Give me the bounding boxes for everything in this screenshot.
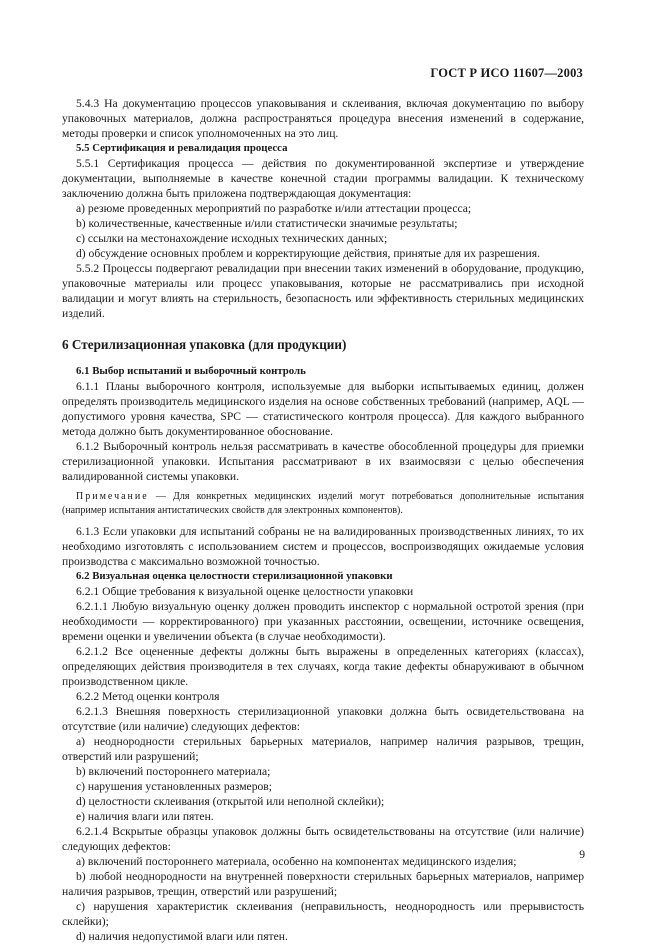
note-label: Примечание	[76, 491, 149, 502]
list-item: а) неоднородности стерильных барьерных материалов, например наличия разрывов, трещин, отверстий или разрушений;	[62, 735, 584, 763]
paragraph-6-2-2: 6.2.2 Метод оценки контроля	[76, 690, 220, 703]
paragraph-6-2-1-3: 6.2.1.3 Внешняя поверхность стерилизационной упаковки должна быть освидетельствована на отсутствие (или наличие) следующих дефектов:	[62, 705, 584, 733]
heading-5-5: 5.5 Сертификация и ревалидация процесса	[76, 142, 288, 154]
heading-6-1: 6.1 Выбор испытаний и выборочный контроль	[76, 365, 306, 377]
document-header: ГОСТ Р ИСО 11607—2003	[430, 66, 583, 80]
chapter-6-heading: 6 Стерилизационная упаковка (для продукции)	[62, 337, 347, 352]
list-item: а) включений постороннего материала, особенно на компонентах медицинского изделия;	[76, 855, 517, 868]
list-item: b) количественные, качественные и/или статистически значимые результаты;	[76, 217, 458, 230]
document-body	[62, 96, 584, 944]
note	[62, 490, 584, 518]
list-item: d) целостности склеивания (открытой или неполной склейки);	[76, 795, 385, 808]
paragraph-5-5-2: 5.5.2 Процессы подвергают ревалидации при внесении таких изменений в оборудование, продукцию, упаковочные материалы или процесс упаковывания, которые не рассматривались при исходной валидации и могут влиять на стерильность, безопасность или эффективность стерильных медицинских изделий.	[62, 262, 584, 320]
paragraph-5-4-3: 5.4.3 На документацию процессов упаковывания и склеивания, включая документацию по выбору упаковочных материалов, должна распространяться процедура внесения изменений в содержание, методы проверки и список уполномоченных на это лиц.	[62, 97, 584, 140]
paragraph-6-1-3: 6.1.3 Если упаковки для испытаний собраны не на валидированных производственных линиях, то их необходимо изготовлять с использованием систем и процессов, воспроизводящих ожидаемые условия производства с максимально возможной точностью.	[62, 525, 584, 568]
list-item: b) включений постороннего материала;	[76, 765, 271, 778]
list-item: с) нарушения установленных размеров;	[76, 780, 272, 793]
paragraph-6-1-2: 6.1.2 Выборочный контроль нельзя рассматривать в качестве обособленной процедуры для приемки стерилизационной упаковки. Испытания рассматривают в их взаимосвязи с целью обеспечения валидированной системы упаковки.	[62, 440, 584, 483]
paragraph-6-2-1-2: 6.2.1.2 Все оцененные дефекты должны быть выражены в определенных категориях (классах), определяющих действия производителя в тех случаях, когда такие дефекты обнаруживают в обычном производственном цикле.	[62, 645, 584, 688]
list-item: а) резюме проведенных мероприятий по разработке и/или аттестации процесса;	[76, 202, 472, 215]
list-item: d) наличия недопустимой влаги или пятен.	[76, 930, 288, 943]
paragraph-6-1-1: 6.1.1 Планы выборочного контроля, используемые для выборки испытываемых единиц, должен определять производитель медицинского изделия на основе собственных требований (например, AQL — допустимого уровня качества, SPC — статистического контроля процесса). Для каждого выбранного метода должно быть документированное обоснование.	[62, 380, 584, 438]
paragraph-6-2-1-4: 6.2.1.4 Вскрытые образцы упаковок должны быть освидетельствованы на отсутствие (или наличие) следующих дефектов:	[62, 825, 584, 853]
paragraph-6-2-1-1: 6.2.1.1 Любую визуальную оценку должен проводить инспектор с нормальной остротой зрения (при необходимости — корректированного) при указанных расстоянии, освещении, источнике освещения, времени оценки и увеличении объекта (в случае необходимости).	[62, 600, 584, 643]
list-item: b) любой неоднородности на внутренней поверхности стерильных барьерных материалов, например наличия разрывов, трещин, отверстий или разрушений;	[62, 870, 584, 898]
heading-6-2: 6.2 Визуальная оценка целостности стерилизационной упаковки	[76, 570, 393, 582]
paragraph-6-2-1: 6.2.1 Общие требования к визуальной оценке целостности упаковки	[76, 585, 414, 598]
paragraph-5-5-1: 5.5.1 Сертификация процесса — действия по документированной экспертизе и утверждение документации, выполняемые в качестве конечной стадии программы валидации. К техническому заключению должна быть приложена подтверждающая документация:	[62, 157, 584, 200]
page-number: 9	[579, 848, 585, 861]
list-item: е) наличия влаги или пятен.	[76, 810, 214, 823]
list-item: с) нарушения характеристик склеивания (неправильность, неоднородность или прерывистость склейки);	[62, 900, 584, 928]
list-item: d) обсуждение основных проблем и корректирующие действия, принятые для их разрешения.	[76, 247, 540, 260]
list-item: с) ссылки на местонахождение исходных технических данных;	[76, 232, 388, 245]
note-text: — Для конкретных медицинских изделий могут потребоваться дополнительные испытания (например испытания антистатических свойств для электронных компонентов).	[62, 491, 584, 516]
